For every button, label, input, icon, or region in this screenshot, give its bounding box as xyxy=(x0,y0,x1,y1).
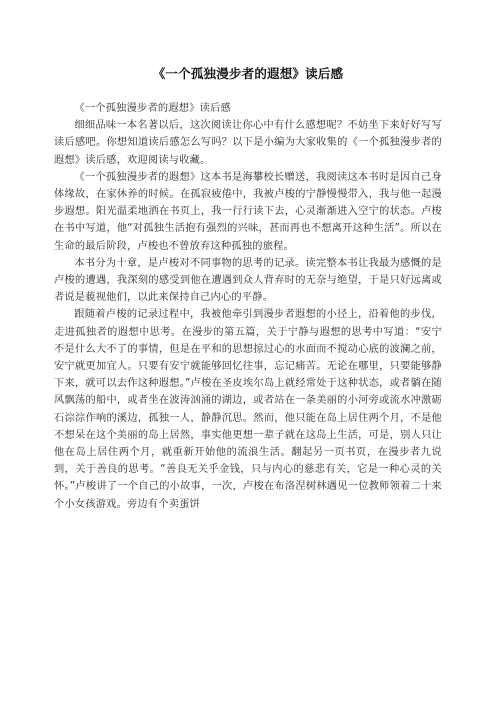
paragraph-ten-chapters: 本书分为十章，是卢梭对不同事物的思考的记录。读完整本书让我最为感慨的是卢梭的遭遇，我深刻的感受到他在遭遇到众人背弃时的无奈与绝望，于是只好远离或者说是藐视他们，以此来保持自己内心的平静。 xyxy=(54,257,442,304)
paragraph-following-rousseau: 跟随着卢梭的记录过程中，我被他牵引到漫步者遐想的小径上，沿着他的步伐，走进孤独者的遐想中思考。在漫步的第五篇，关于宁静与遐想的思考中写道：“安宁不是什么大不了的事情，但是在平和的思想掠过心的水面而不搅动心底的波澜之前，安宁就更加宜人。只要有安宁就能够回忆往事，忘记痛苦。无论在哪里，只要能够静下来，就可以去作这种遐想。”卢梭在圣皮埃尔岛上就经常处于这种状态，或者躺在随风飘荡的船中，或者坐在波涛汹涌的湖边，或者站在一条美丽的小河旁或流水冲激砺石淙淙作响的溪边，孤独一人，静静沉思。然而，他只能在岛上居住两个月，不是他不想呆在这个美丽的岛上居然，事实他更想一辈子就在这岛上生活，可是，别人只让他在岛上居住两个月，就重新开始他的流浪生活。翻起另一页书页，在漫步者九说到，关于善良的思考。“善良无关乎金钱，只与内心的慈悲有关，它是一种心灵的关怀。”卢梭讲了一个自己的小故事，一次，卢梭在布洛涅树林遇见一位教师领着二十来个小女孩游戏。旁边有个卖蛋饼 xyxy=(54,309,442,510)
paragraph-intro: 细细品味一本名著以后，这次阅读让你心中有什么感想呢？不妨坐下来好好写写读后感吧。你想知道读后感怎么写吗？以下是小编为大家收集的《一个孤独漫步者的遐想》读后感，欢迎阅读与收藏。 xyxy=(54,120,442,166)
document-title: 《一个孤独漫步者的遐想》读后感 xyxy=(152,66,344,81)
paragraph-book-reading: 《一个孤独漫步者的遐想》这本书是海攀校长赠送，我阅读这本书时是因自己身体缘故，在家休养的时候。在孤寂疲倦中，我被卢梭的宁静慢慢带入，我与他一起漫步遐想。阳光温柔地洒在书页上，我一行行读下去，心灵渐渐进入空宁的状态。卢梭在书中写道，他“对孤独生活抱有强烈的兴味，甚而再也不想离开这种生活”。所以在生命的最后阶段，卢梭也不曾放弃这种孤独的旅程。 xyxy=(54,171,442,252)
paragraph-heading-repeat: 《一个孤独漫步者的遐想》读后感 xyxy=(74,103,231,114)
